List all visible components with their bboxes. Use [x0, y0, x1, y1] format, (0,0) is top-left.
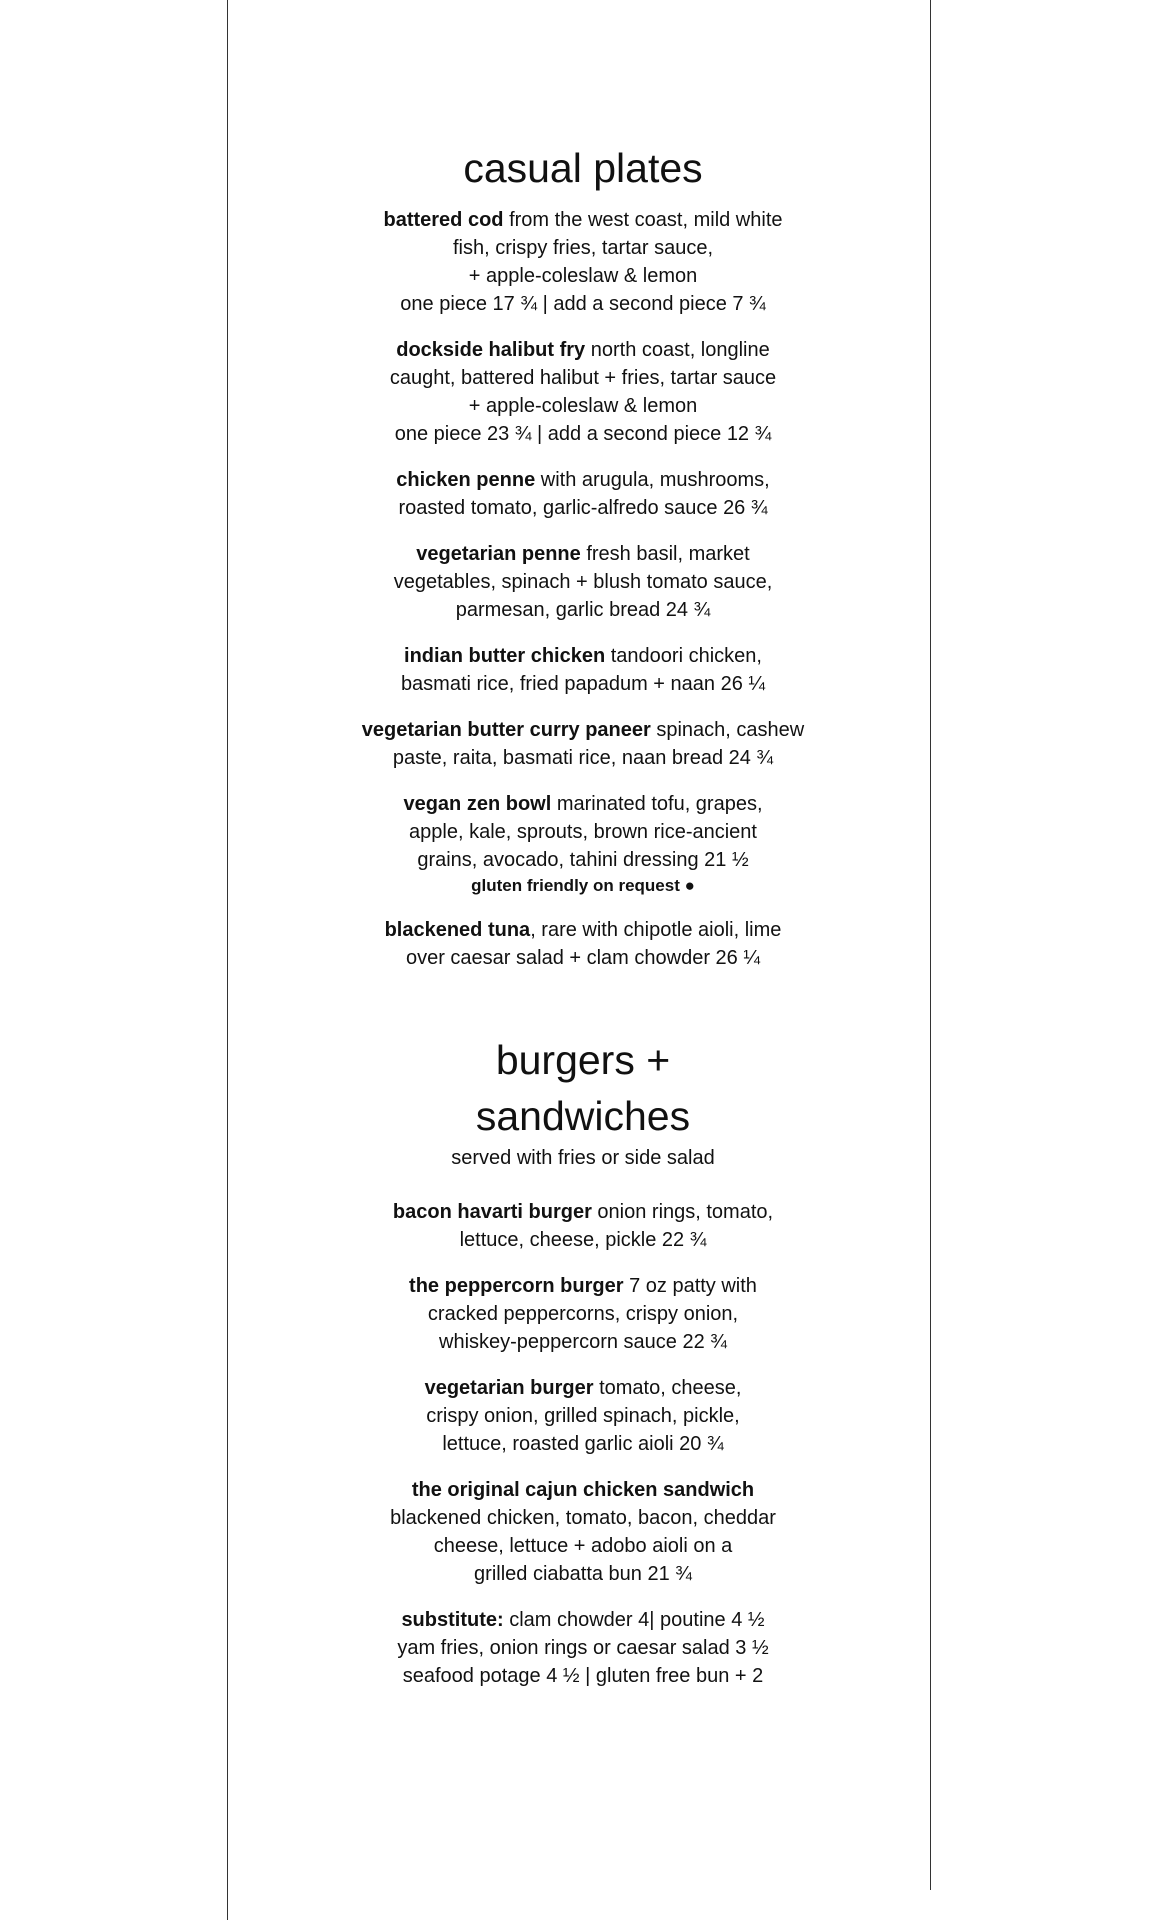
section-title-casual-plates: casual plates — [463, 145, 703, 191]
item-desc: + apple-coleslaw & lemon — [468, 265, 698, 287]
menu-item-vegetarian-burger — [333, 1374, 833, 1458]
menu-item-indian-butter-chicken — [333, 642, 833, 698]
section-title-burgers-sandwiches: burgers + sandwiches — [475, 1037, 691, 1139]
menu-item-cajun-chicken-sandwich — [333, 1476, 833, 1588]
item-desc: crispy onion, grilled spinach, pickle, — [426, 1405, 740, 1427]
item-desc: fish, crispy fries, tartar sauce, — [452, 237, 714, 259]
item-desc: clam chowder 4| poutine 4 ½ — [503, 1609, 765, 1631]
item-name: bacon havarti burger — [392, 1201, 592, 1223]
item-name: battered cod — [383, 209, 504, 231]
menu-item-blackened-tuna — [333, 916, 833, 972]
item-name: vegetarian penne — [416, 543, 581, 565]
item-desc: apple, kale, sprouts, brown rice-ancient — [409, 821, 757, 843]
item-desc: roasted tomato, garlic-alfredo sauce 26 ¾ — [398, 497, 768, 519]
item-desc: north coast, longline — [585, 339, 770, 361]
item-desc: marinated tofu, grapes, — [551, 793, 763, 815]
item-name: vegan zen bowl — [403, 793, 552, 815]
item-name: vegetarian burger — [424, 1377, 594, 1399]
item-desc: with arugula, mushrooms, — [535, 469, 770, 491]
item-desc: grains, avocado, tahini dressing 21 ½ — [417, 849, 749, 871]
item-desc: , rare with chipotle aioli, lime — [530, 919, 782, 941]
menu-item-bacon-havarti-burger — [333, 1198, 833, 1254]
menu-item-vegetarian-butter-curry-paneer — [333, 716, 833, 772]
item-desc: caught, battered halibut + fries, tartar sauce — [389, 367, 777, 389]
menu-item-dockside-halibut-fry — [333, 336, 833, 448]
item-name: dockside halibut fry — [396, 339, 586, 361]
item-desc: seafood potage 4 ½ | gluten free bun + 2 — [402, 1665, 764, 1687]
item-desc: fresh basil, market — [580, 543, 750, 565]
item-desc: vegetables, spinach + blush tomato sauce, — [393, 571, 773, 593]
right-border-line — [930, 0, 931, 1890]
item-desc: tomato, cheese, — [593, 1377, 742, 1399]
item-desc: + apple-coleslaw & lemon — [468, 395, 698, 417]
item-desc: parmesan, garlic bread 24 ¾ — [455, 599, 711, 621]
item-name: chicken penne — [396, 469, 536, 491]
item-desc: paste, raita, basmati rice, naan bread 24 ¾ — [392, 747, 774, 769]
menu-item-vegan-zen-bowl — [333, 790, 833, 898]
item-desc: tandoori chicken, — [605, 645, 762, 667]
menu-item-substitute — [333, 1606, 833, 1690]
item-desc: blackened chicken, tomato, bacon, cheddar — [390, 1507, 776, 1529]
item-desc: whiskey-peppercorn sauce 22 ¾ — [439, 1331, 727, 1353]
item-desc: yam fries, onion rings or caesar salad 3 ½ — [397, 1637, 769, 1659]
item-desc: lettuce, roasted garlic aioli 20 ¾ — [442, 1433, 724, 1455]
item-name: vegetarian butter curry paneer — [361, 719, 651, 741]
menu-item-peppercorn-burger — [333, 1272, 833, 1356]
item-desc: from the west coast, mild white — [503, 209, 783, 231]
item-desc: 7 oz patty with — [623, 1275, 757, 1297]
item-desc: spinach, cashew — [650, 719, 805, 741]
item-desc: cracked peppercorns, crispy onion, — [427, 1303, 739, 1325]
item-desc: grilled ciabatta bun 21 ¾ — [474, 1563, 692, 1585]
item-desc: lettuce, cheese, pickle 22 ¾ — [459, 1229, 707, 1251]
item-desc: onion rings, tomato, — [591, 1201, 774, 1223]
item-price: one piece 23 ¾ | add a second piece 12 ¾ — [394, 423, 772, 445]
menu-item-battered-cod — [333, 206, 833, 318]
item-name: the peppercorn burger — [409, 1275, 624, 1297]
item-desc: over caesar salad + clam chowder 26 ¼ — [405, 947, 761, 969]
item-price: one piece 17 ¾ | add a second piece 7 ¾ — [400, 293, 766, 315]
section-subtitle: served with fries or side salad — [451, 1147, 715, 1169]
gluten-friendly-note: gluten friendly on request ● — [471, 876, 695, 895]
menu-page — [333, 140, 833, 1708]
item-desc: basmati rice, fried papadum + naan 26 ¼ — [400, 673, 766, 695]
item-desc: cheese, lettuce + adobo aioli on a — [433, 1535, 733, 1557]
item-name: substitute: — [401, 1609, 504, 1631]
item-name: indian butter chicken — [404, 645, 606, 667]
menu-item-vegetarian-penne — [333, 540, 833, 624]
item-name: the original cajun chicken sandwich — [411, 1479, 755, 1501]
left-border-line — [227, 0, 228, 1920]
menu-item-chicken-penne — [333, 466, 833, 522]
item-name: blackened tuna — [384, 919, 531, 941]
